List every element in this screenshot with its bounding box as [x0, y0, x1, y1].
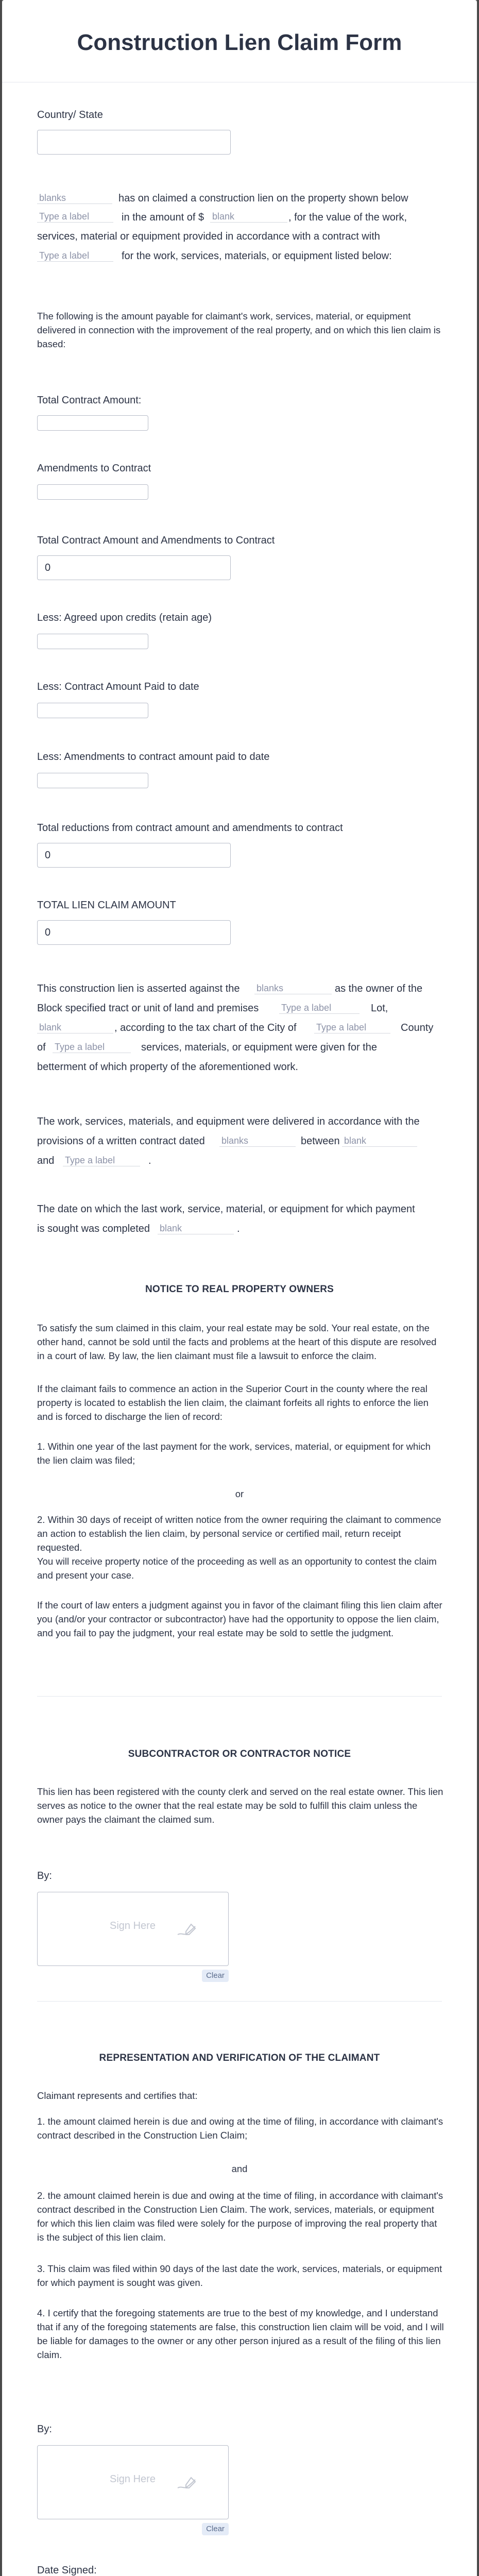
country-state-label: Country/ State — [37, 109, 103, 121]
asserted-text-8: services, materials, or equipment were given for the — [141, 1042, 377, 1053]
form-header — [2, 0, 477, 82]
asserted-text-1: This construction lien is asserted against the — [37, 983, 240, 994]
label-field-2[interactable]: Type a label — [37, 249, 113, 262]
total-reductions-input[interactable]: 0 — [37, 843, 231, 868]
less-agreed-credits-label: Less: Agreed upon credits (retain age) — [37, 612, 212, 623]
clear-signature-1-button[interactable]: Clear — [202, 1970, 229, 1982]
notice-owners-heading: NOTICE TO REAL PROPERTY OWNERS — [145, 1284, 334, 1295]
total-contract-and-amendments-input[interactable]: 0 — [37, 555, 231, 580]
asserted-text-9: betterment of which property of the aforementioned work. — [37, 1061, 298, 1073]
contract-date-field[interactable]: blanks — [219, 1134, 296, 1147]
divider-1 — [37, 1696, 442, 1697]
pen-icon — [177, 2476, 197, 2491]
asserted-text-4: Lot, — [371, 1003, 388, 1014]
representation-heading: REPRESENTATION AND VERIFICATION OF THE CLAIMANT — [99, 2053, 380, 2063]
claim-intro-text-3: , for the value of the work, — [288, 212, 407, 223]
lot-field[interactable]: blank — [37, 1021, 113, 1033]
total-lien-claim-input[interactable]: 0 — [37, 920, 231, 945]
label-field-1[interactable]: Type a label — [37, 210, 113, 223]
sub-notice-heading: SUBCONTRACTOR OR CONTRACTOR NOTICE — [128, 1749, 351, 1759]
completion-date-field[interactable]: blank — [158, 1222, 234, 1234]
pen-icon — [177, 1922, 197, 1938]
notice-owners-p2: If the claimant fails to commence an action in the Superior Court in the county where the real property is located to establish the lien claim, the claimant forfeits all rights to enforce the lien and is forced to discharge the lien of record: — [37, 1383, 429, 1422]
date-signed-label: Date Signed: — [37, 2565, 97, 2576]
sign-here-hint: Sign Here — [110, 1920, 156, 1931]
claim-intro-text-2: in the amount of $ — [122, 212, 204, 223]
and-party-field[interactable]: Type a label — [63, 1154, 140, 1166]
delivered-text-1: The work, services, materials, and equipment were delivered in accordance with the — [37, 1116, 420, 1127]
asserted-text-5: , according to the tax chart of the City of — [114, 1022, 297, 1033]
last-work-text-1: The date on which the last work, service, material, or equipment for which payment — [37, 1204, 415, 1215]
less-amendments-paid-input[interactable] — [37, 773, 148, 788]
signature-1-label: By: — [37, 1870, 52, 1882]
total-contract-and-amendments-label: Total Contract Amount and Amendments to Contract — [37, 535, 275, 546]
representation-p1: 1. the amount claimed herein is due and owing at the time of filing, in accordance with claimant's contract described in the Construction Lien Claim; — [37, 2116, 443, 2141]
last-work-text-3: . — [237, 1223, 240, 1234]
county-field[interactable]: Type a label — [53, 1041, 131, 1053]
city-field[interactable]: Type a label — [314, 1021, 390, 1033]
divider-2 — [37, 2001, 442, 2002]
owner-name-field[interactable]: blanks — [254, 982, 332, 994]
between-party-field[interactable]: blank — [342, 1134, 417, 1147]
sub-notice-p1: This lien has been registered with the county clerk and served on the real estate owner. This lien serves as notice to the owner that the real estate may be sold to fulfill this claim unless the owner pays the claimant the claimed sum. — [37, 1786, 443, 1825]
total-contract-amount-label: Total Contract Amount: — [37, 395, 142, 406]
asserted-text-3: Block specified tract or unit of land and premises — [37, 1003, 259, 1014]
form-title: Construction Lien Claim Form — [77, 30, 402, 55]
asserted-text-2: as the owner of the — [335, 983, 423, 994]
amount-field[interactable]: blank — [210, 210, 287, 223]
delivered-text-2: provisions of a written contract dated — [37, 1136, 205, 1147]
notice-owners-p5: If the court of law enters a judgment against you in favor of the claimant filing this lien claim after you (and/or your contractor or subcontractor) have had the opportunity to oppose the lien claim, and you fail to pay the judgment, your real estate may be sold to settle the judgment. — [37, 1600, 442, 1638]
signature-pad-2[interactable] — [37, 2445, 229, 2519]
representation-p3: 3. This claim was filed within 90 days of the last date the work, services, materials, or equipment for which payment is sought was given. — [37, 2263, 442, 2288]
representation-intro: Claimant represents and certifies that: — [37, 2090, 198, 2101]
country-state-input[interactable] — [37, 130, 231, 155]
following-amount-text: The following is the amount payable for claimant's work, services, material, or equipment delivered in connection with the improvement of the real property, and on which this lien claim is based: — [37, 311, 441, 349]
notice-owners-p4a: 2. Within 30 days of receipt of written notice from the owner requiring the claimant to commence an action to establish the lien claim, by personal service or certified mail, return receipt requested. — [37, 1514, 441, 1553]
less-contract-paid-label: Less: Contract Amount Paid to date — [37, 681, 199, 692]
claim-intro-text-5: for the work, services, materials, or equipment listed below: — [122, 250, 392, 262]
notice-owners-p1: To satisfy the sum claimed in this claim, your real estate may be sold. Your real estate, on the other hand, cannot be sold until the facts and problems at the heart of this dispute are resolved in a court of law. By law, the lien claimant must file a lawsuit to enforce the claim. — [37, 1323, 437, 1361]
notice-owners-p4b: You will receive property notice of the proceeding as well as an opportunity to contest the claim and present your case. — [37, 1556, 437, 1581]
signature-2-label: By: — [37, 2424, 52, 2435]
less-amendments-paid-label: Less: Amendments to contract amount paid to date — [37, 751, 270, 762]
amendments-to-contract-label: Amendments to Contract — [37, 463, 151, 474]
total-reductions-label: Total reductions from contract amount and amendments to contract — [37, 822, 343, 834]
form-frame — [2, 0, 477, 2576]
block-field[interactable]: Type a label — [279, 1002, 360, 1014]
total-lien-claim-label: TOTAL LIEN CLAIM AMOUNT — [37, 900, 176, 911]
notice-owners-or: or — [235, 1488, 244, 1499]
claim-intro-text-1: has on claimed a construction lien on the property shown below — [118, 193, 408, 204]
total-contract-amount-input[interactable] — [37, 415, 148, 431]
representation-p4: 4. I certify that the foregoing statements are true to the best of my knowledge, and I understand that if any of the foregoing statements are false, this construction lien claim will be void, and I will be liable for damages to the owner or any other person injured as a result of the filing of this lien claim. — [37, 2308, 444, 2360]
asserted-text-7: of — [37, 1042, 46, 1053]
sign-here-hint: Sign Here — [110, 2473, 156, 2485]
representation-and: and — [231, 2163, 248, 2174]
signature-pad-1[interactable] — [37, 1892, 229, 1966]
less-agreed-credits-input[interactable] — [37, 634, 148, 649]
claim-intro-text-4: services, material or equipment provided in accordance with a contract with — [37, 231, 380, 242]
amendments-to-contract-input[interactable] — [37, 484, 148, 500]
claimant-name-field[interactable]: blanks — [37, 192, 112, 204]
less-contract-paid-input[interactable] — [37, 703, 148, 718]
delivered-text-4: and — [37, 1155, 55, 1166]
last-work-text-2: is sought was completed — [37, 1223, 150, 1234]
clear-signature-2-button[interactable]: Clear — [202, 2523, 229, 2535]
notice-owners-p3: 1. Within one year of the last payment for the work, services, material, or equipment for which the lien claim was filed; — [37, 1441, 431, 1466]
asserted-text-6: County — [401, 1022, 434, 1033]
delivered-text-5: . — [148, 1155, 151, 1166]
delivered-text-3: between — [301, 1136, 340, 1147]
representation-p2: 2. the amount claimed herein is due and owing at the time of filing, in accordance with claimant's contract described in the Construction Lien Claim. The work, services, materials, or equipment for which this lien claim was filed were solely for the purpose of improving the real property that is the subject of this lien claim. — [37, 2190, 443, 2243]
